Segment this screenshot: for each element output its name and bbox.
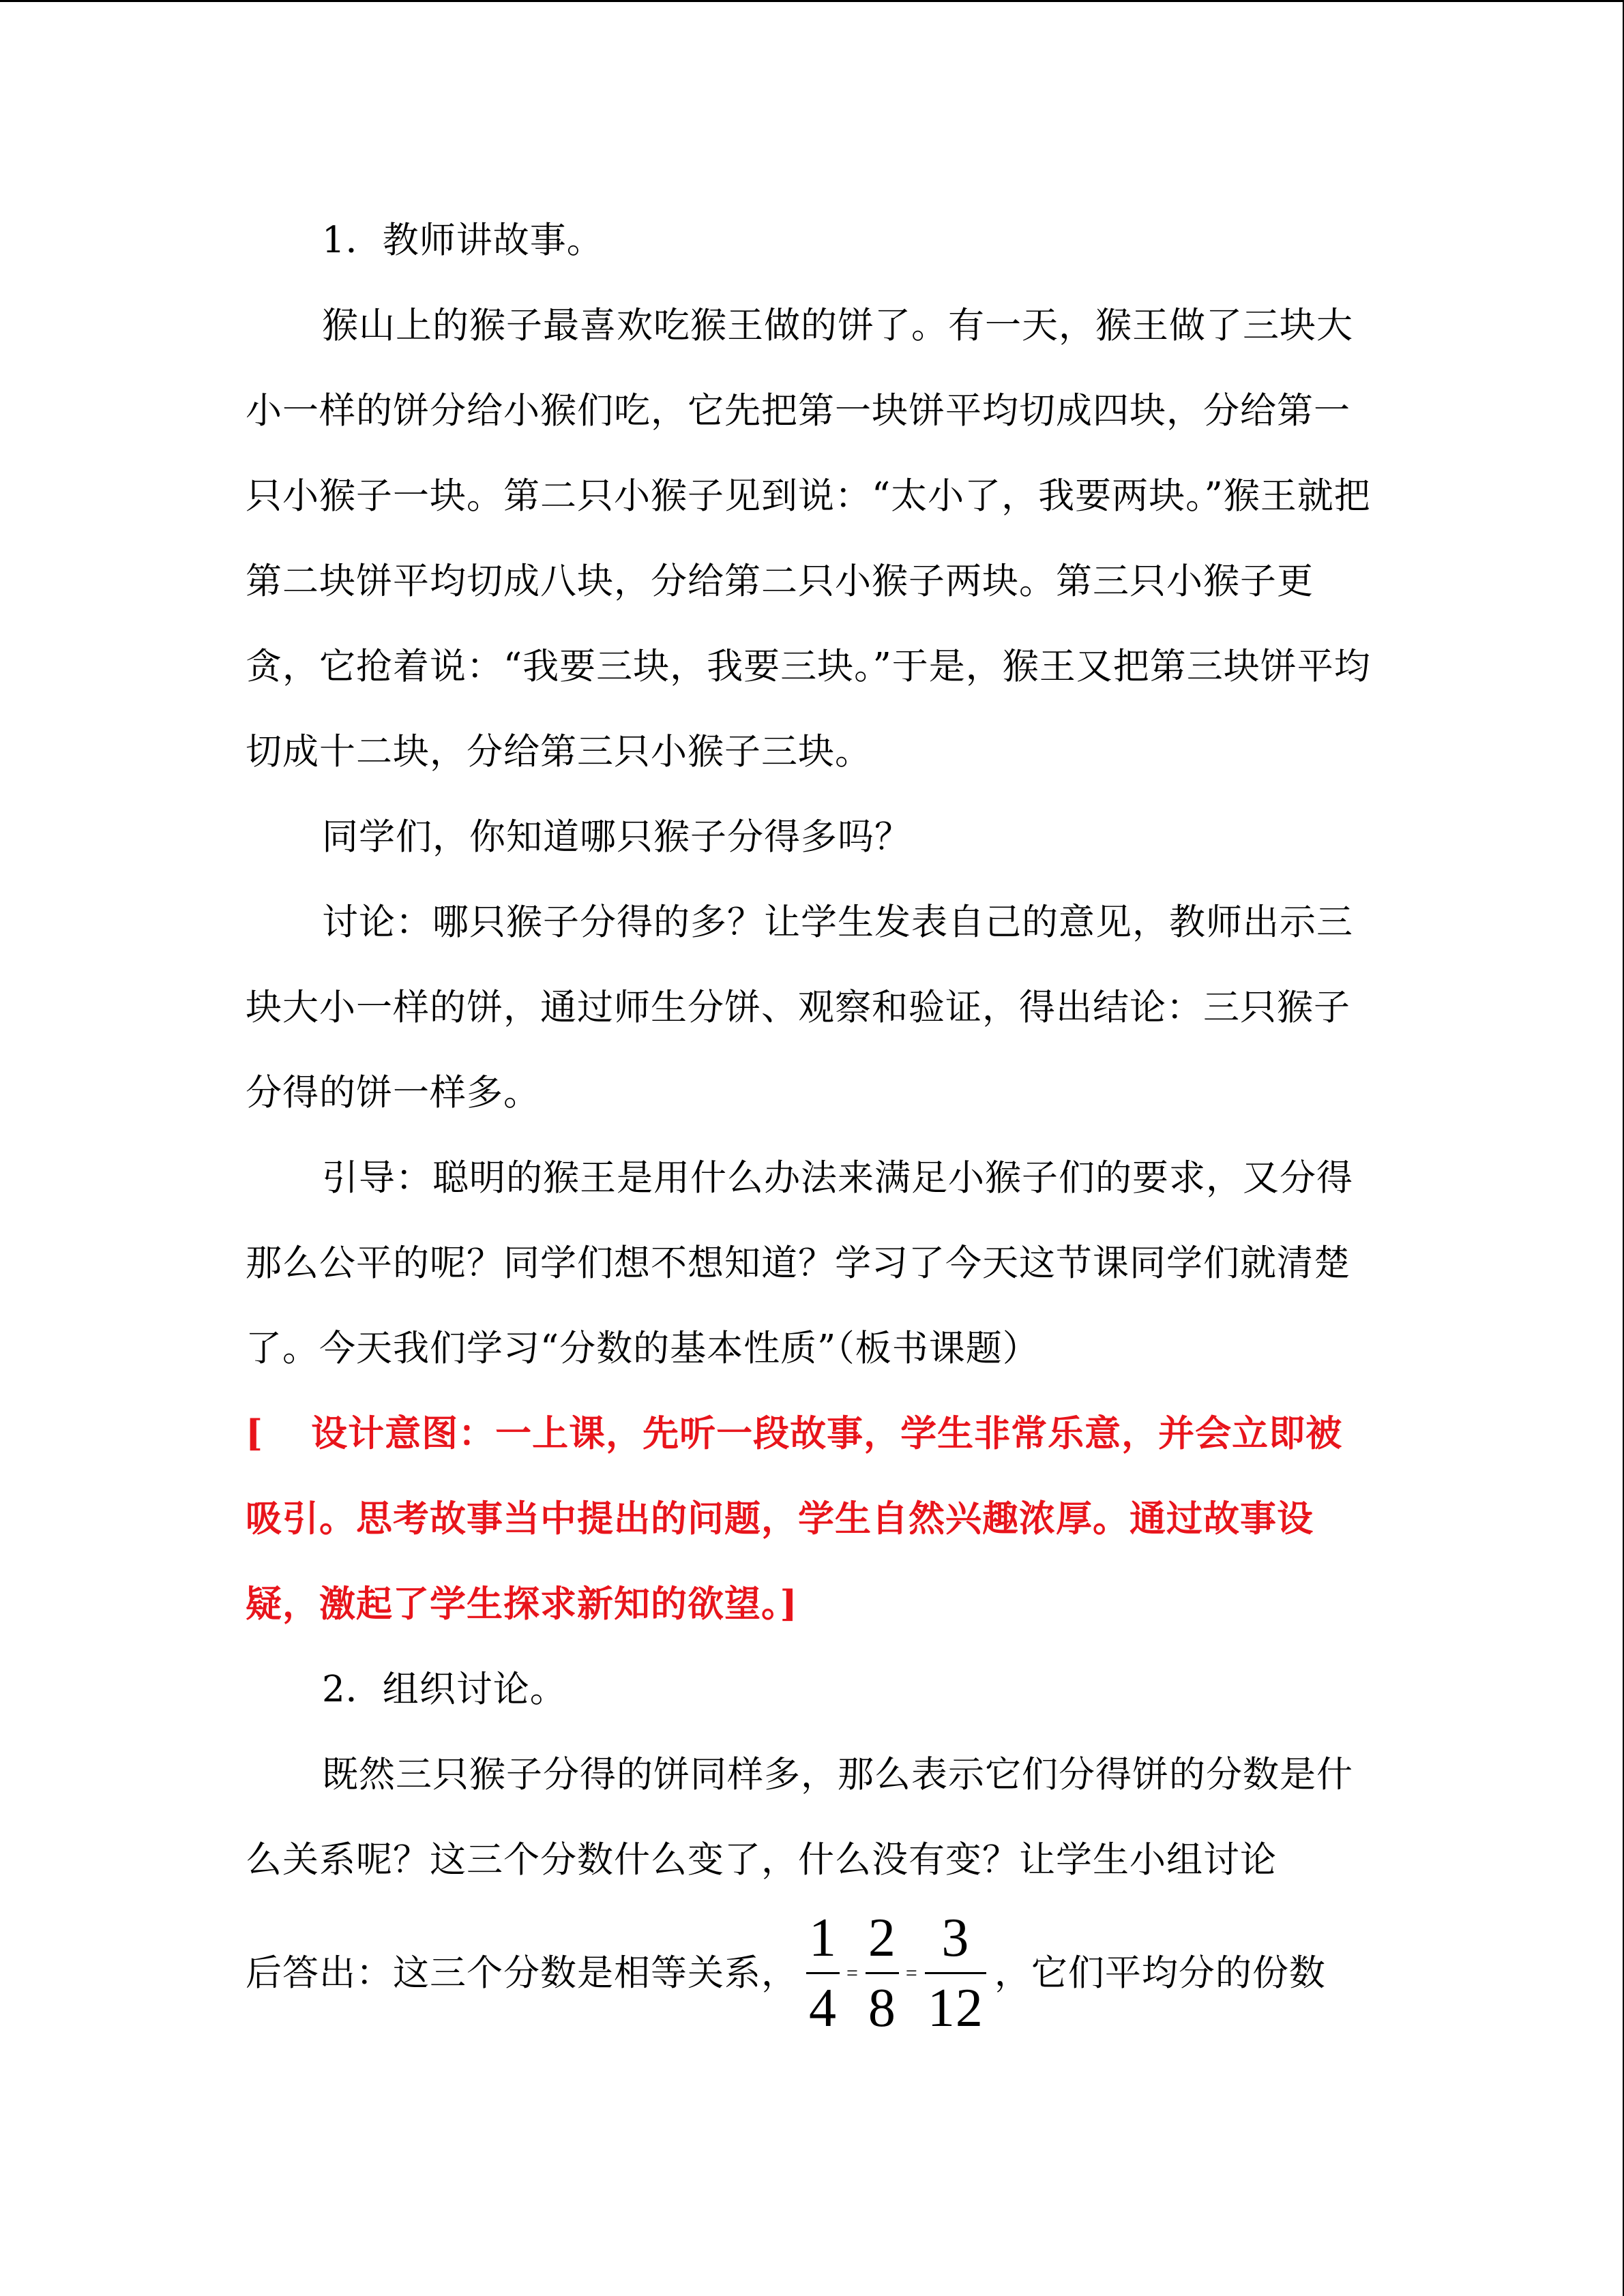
- fraction-denominator: 12: [927, 1978, 984, 2038]
- fraction-numerator: 1: [809, 1908, 837, 1968]
- fraction-numerator: 2: [868, 1908, 896, 1968]
- page-top-border: [0, 0, 1624, 2]
- design-intent-note: [246, 1391, 1378, 1647]
- section-heading-discussion: 2．组织讨论。: [322, 1669, 567, 1710]
- fraction-equation: [803, 1908, 989, 2038]
- question-paragraph: 同学们，你知道哪只猴子分得多吗？: [322, 816, 911, 858]
- answer-line: [246, 1903, 1378, 2039]
- fraction-denominator: 4: [809, 1978, 837, 2038]
- document-body: [246, 198, 1378, 2039]
- fraction-bar: [925, 1972, 986, 1974]
- note-text: 设计意图：一上课，先听一段故事，学生非常乐意，并会立即被吸引。思考故事当中提出的问题，学生自然兴趣浓厚。通过故事设疑，激起了学生探求新知的欲望。]: [246, 1412, 1343, 1625]
- answer-tail-text: ，它们平均分的份数: [994, 1952, 1326, 1994]
- relation-paragraph: 既然三只猴子分得的饼同样多，那么表示它们分得饼的分数是什么关系呢？这三个分数什么变了，什么没有变？让学生小组讨论: [246, 1754, 1353, 1881]
- section-heading-story: 1．教师讲故事。: [322, 220, 604, 261]
- fraction-two-eighths: [863, 1908, 902, 2038]
- fraction-bar: [806, 1972, 840, 1974]
- equals-sign: =: [846, 1961, 859, 1984]
- note-open-bracket: [: [246, 1412, 264, 1455]
- fraction-one-quarter: [803, 1908, 842, 2038]
- answer-lead-text: 后答出：这三个分数是相等关系，: [246, 1952, 798, 1994]
- story-paragraph: 猴山上的猴子最喜欢吃猴王做的饼了。有一天，猴王做了三块大小一样的饼分给小猴们吃，它先把第一块饼平均切成四块，分给第一只小猴子一块。第二只小猴子见到说：“太小了，我要两块。”猴王就把第二块饼平均切成八块，分给第二只小猴子两块。第三只小猴子更贪，它抢着说：“我要三块，我要三块。”于是，猴王又把第三块饼平均切成十二块，分给第三只小猴子三块。: [246, 305, 1371, 773]
- fraction-numerator: 3: [941, 1908, 970, 1968]
- equals-sign: =: [905, 1961, 918, 1984]
- guidance-paragraph: 引导：聪明的猴王是用什么办法来满足小猴子们的要求，又分得那么公平的呢？同学们想不想知道？学习了今天这节课同学们就清楚了。今天我们学习“分数的基本性质”（板书课题）: [246, 1157, 1353, 1369]
- fraction-three-twelfths: [922, 1908, 989, 2038]
- discussion-paragraph: 讨论：哪只猴子分得的多？让学生发表自己的意见，教师出示三块大小一样的饼，通过师生分饼、观察和验证，得出结论：三只猴子分得的饼一样多。: [246, 901, 1353, 1114]
- fraction-denominator: 8: [868, 1978, 896, 2038]
- fraction-bar: [866, 1972, 899, 1974]
